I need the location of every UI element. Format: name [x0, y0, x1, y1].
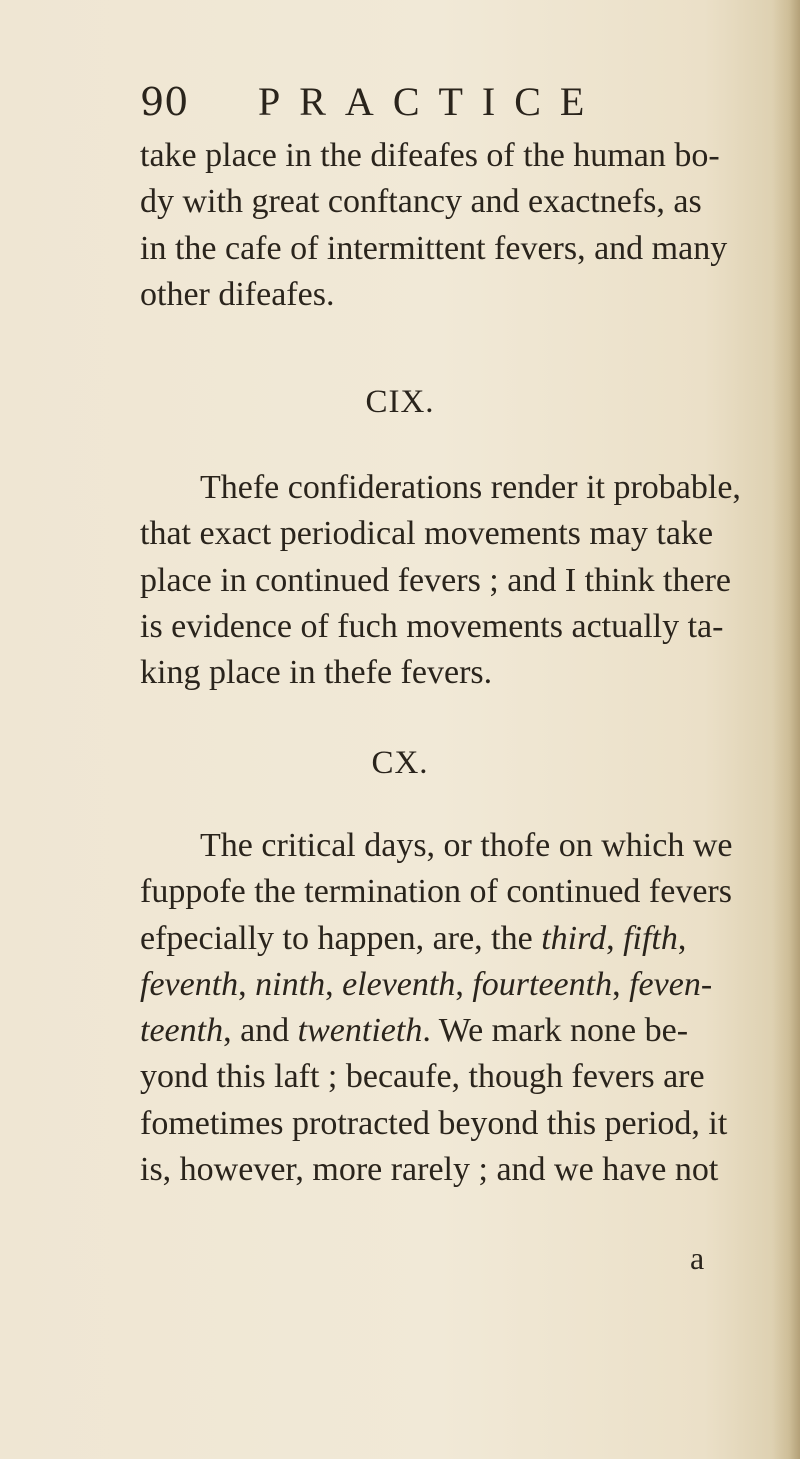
running-head: PRACTICE [258, 79, 604, 124]
italic-day: eleventh [342, 965, 456, 1003]
text-run: , [455, 965, 473, 1003]
italic-day: feventh [140, 965, 239, 1003]
text-line: place in continued fevers ; and I think there [140, 561, 731, 599]
catchword: a [690, 1240, 705, 1276]
text-run: efpecially to happen, are, the [140, 919, 542, 957]
text-line: is evidence of fuch movements actually ta- [140, 607, 724, 645]
text-line: other difeafes. [140, 275, 335, 313]
text-line: fuppofe the termination of continued fevers [140, 873, 732, 911]
text-line [140, 962, 780, 1008]
italic-day: twentieth [297, 1012, 423, 1050]
paragraph-cx [140, 823, 780, 1193]
italic-day: ninth [255, 965, 326, 1003]
italic-day: third [541, 919, 607, 957]
text-run: , [238, 965, 256, 1003]
text-run: , and [223, 1012, 298, 1050]
paragraph-cix [140, 465, 780, 696]
continuation-paragraph [140, 133, 780, 318]
text-run: , [606, 919, 624, 957]
section-heading-cx: CX. [371, 745, 429, 781]
page-header [140, 76, 660, 126]
text-line [140, 916, 780, 962]
text-line: Thefe confiderations render it probable, [200, 469, 741, 506]
section-heading-cix: CIX. [365, 384, 435, 420]
italic-day: teenth [140, 1012, 224, 1050]
text-line [140, 1008, 780, 1054]
text-run: , [612, 965, 630, 1003]
italic-day: fifth [623, 919, 678, 957]
text-line: that exact periodical movements may take [140, 515, 714, 553]
text-line: king place in thefe fevers. [140, 654, 493, 692]
italic-day: fourteenth [472, 965, 613, 1003]
text-line: in the cafe of intermittent fevers, and many [140, 229, 728, 267]
text-run: . We mark none be- [422, 1012, 689, 1050]
text-line: The critical days, or thofe on which we [200, 827, 733, 864]
text-run: , [325, 965, 343, 1003]
text-line: take place in the difeafes of the human bo- [140, 137, 720, 174]
page-number: 90 [140, 80, 189, 124]
text-line: is, however, more rarely ; and we have not [140, 1151, 719, 1189]
text-line: dy with great conftancy and exactnefs, as [140, 183, 702, 221]
italic-day: feven- [629, 965, 713, 1003]
text-run: , [677, 919, 687, 957]
text-line: fometimes protracted beyond this period, it [140, 1104, 728, 1142]
text-line: yond this laft ; becaufe, though fevers are [140, 1058, 705, 1096]
